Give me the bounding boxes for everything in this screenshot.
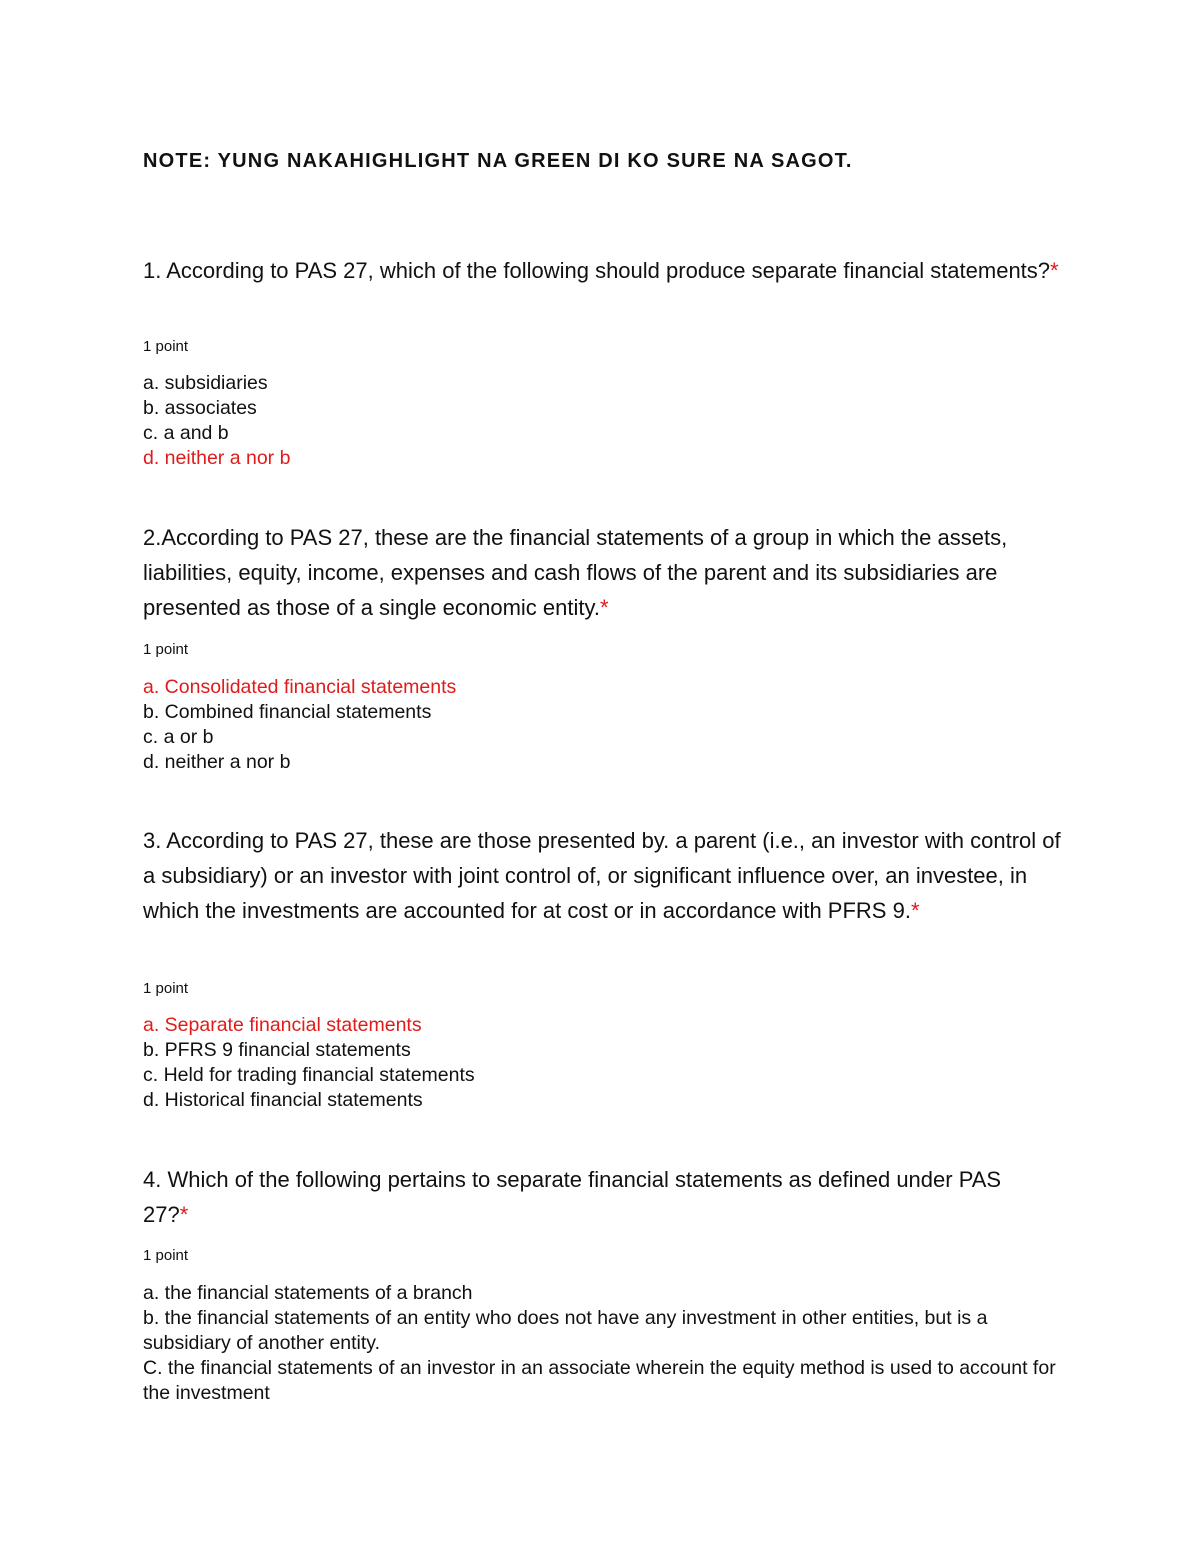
question-1-text: 1. According to PAS 27, which of the following should produce separate financial statements?* [143, 258, 1059, 283]
question-1-options [143, 371, 1073, 471]
required-mark: * [179, 1202, 189, 1227]
question-4-text: 4. Which of the following pertains to separate financial statements as defined under PAS 27?* [143, 1167, 1002, 1227]
question-3-points: 1 point [143, 980, 189, 997]
question-2-text: 2.According to PAS 27, these are the financial statements of a group in which the assets, liabilities, equity, income, expenses and cash flows of the parent and its subsidiaries are presented as those of a single economic entity.* [143, 525, 1008, 620]
required-mark: * [599, 595, 609, 620]
question-2-points: 1 point [143, 641, 189, 658]
option-highlighted: a. Separate financial statements [143, 1014, 422, 1036]
option-highlighted: d. neither a nor b [143, 447, 291, 469]
option: b. associates [143, 397, 257, 419]
question-3-options [143, 1013, 1073, 1113]
required-mark: * [910, 898, 920, 923]
question-3-text: 3. According to PAS 27, these are those presented by. a parent (i.e., an investor with control of a subsidiary) or an investor with joint control of, or significant influence over, an investee, in which the investments are accounted for at cost or in accordance with PFRS 9.* [143, 828, 1061, 923]
option: b. Combined financial statements [143, 701, 432, 723]
option: c. Held for trading financial statements [143, 1064, 475, 1086]
option: c. a or b [143, 726, 214, 748]
option: b. the financial statements of an entity who does not have any investment in other entities, but is a subsidiary of another entity. [143, 1307, 988, 1354]
question-4-points: 1 point [143, 1247, 189, 1264]
option: d. Historical financial statements [143, 1089, 423, 1111]
option-highlighted: a. Consolidated financial statements [143, 676, 457, 698]
option: c. a and b [143, 422, 229, 444]
question-2-options [143, 675, 1073, 775]
required-mark: * [1050, 258, 1059, 283]
question-4-options [143, 1281, 1073, 1406]
question-1-points: 1 point [143, 338, 189, 355]
option: d. neither a nor b [143, 751, 291, 773]
option: C. the financial statements of an investor in an associate wherein the equity method is used to account for the investment [143, 1357, 1056, 1404]
note-heading: NOTE: YUNG NAKAHIGHLIGHT NA GREEN DI KO SURE NA SAGOT. [143, 150, 853, 172]
option: a. subsidiaries [143, 372, 268, 394]
option: a. the financial statements of a branch [143, 1282, 473, 1304]
option: b. PFRS 9 financial statements [143, 1039, 411, 1061]
